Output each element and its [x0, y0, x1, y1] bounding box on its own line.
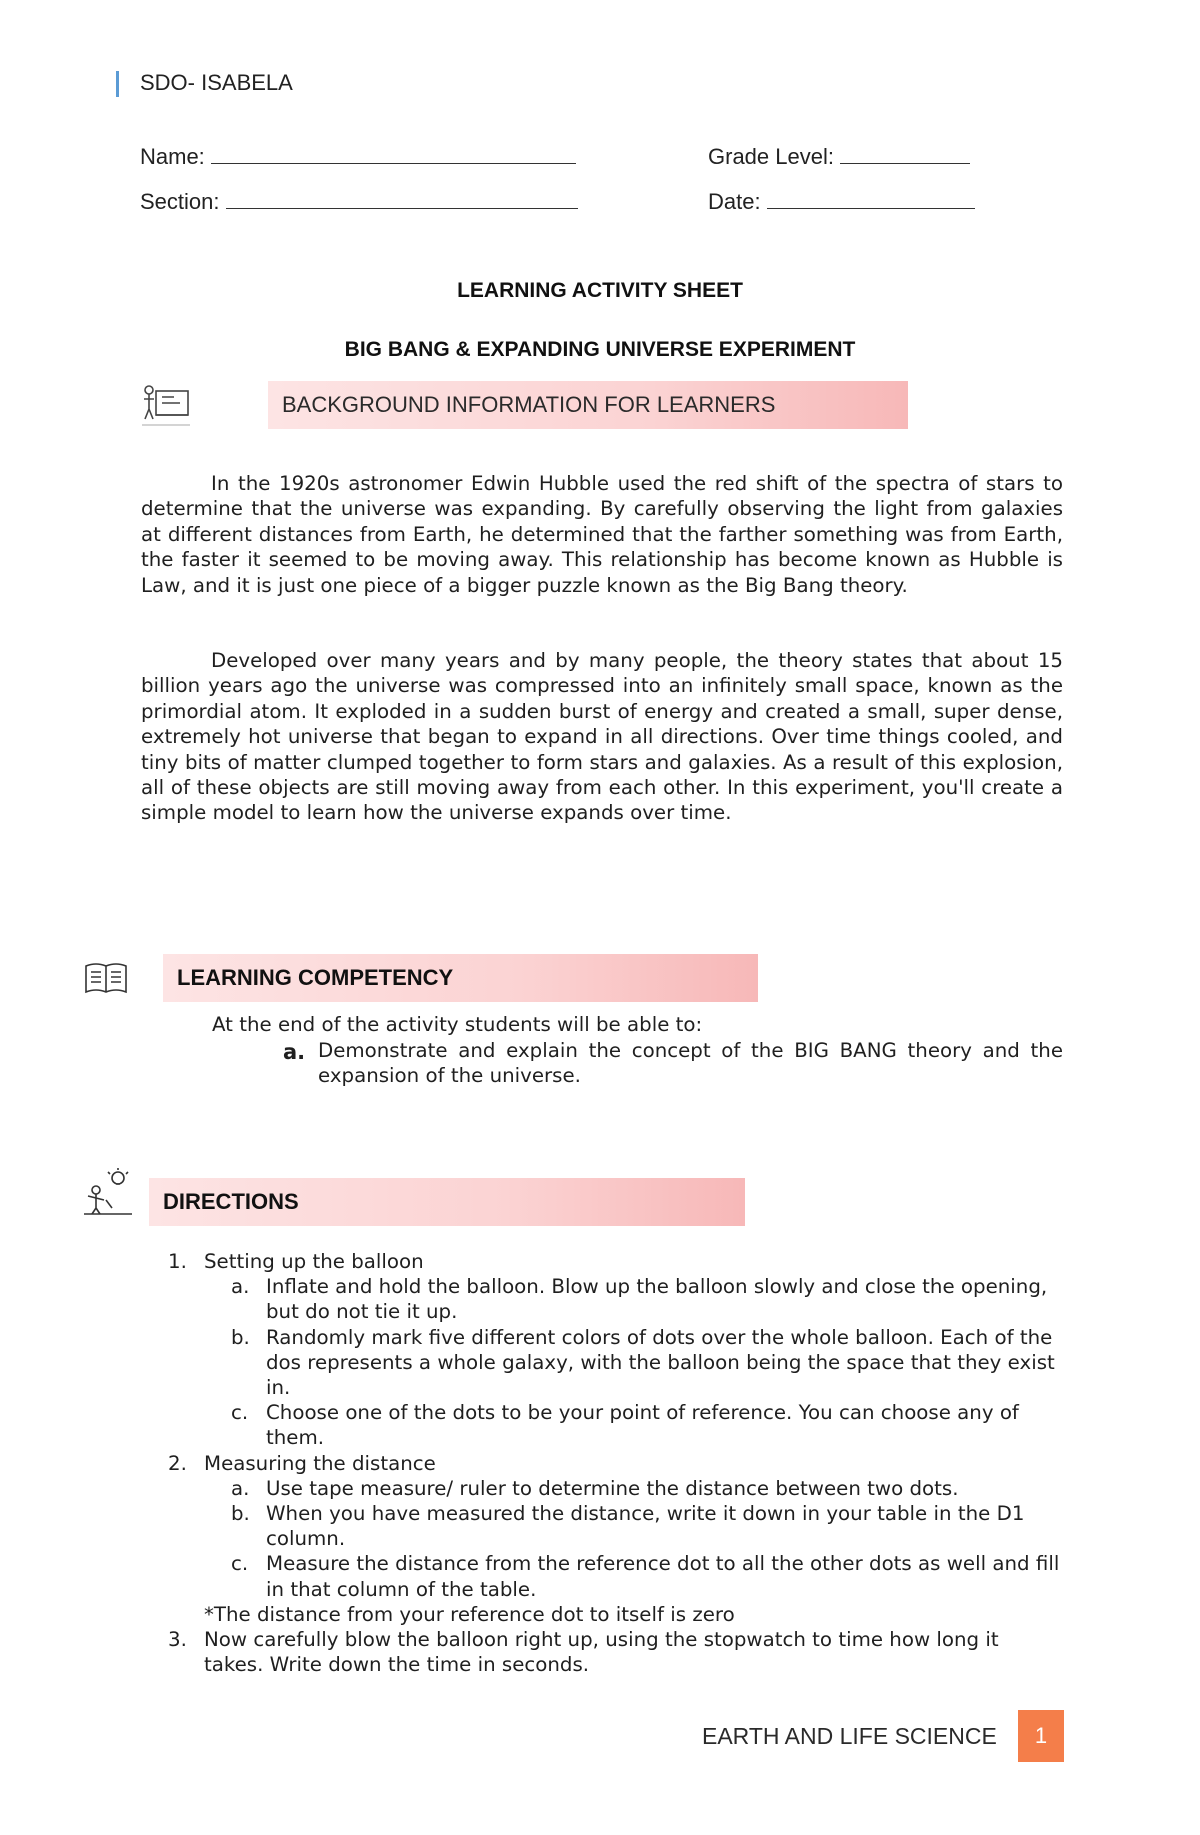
step-number: 1.: [168, 1250, 187, 1273]
step-text: Now carefully blow the balloon right up, using the stopwatch to time how long it takes. Write down the time in seconds.: [204, 1628, 999, 1677]
step-number: 2.: [168, 1451, 187, 1475]
name-field: [140, 144, 576, 170]
grade-level-label: Grade Level:: [708, 144, 834, 169]
section-field: [140, 189, 578, 215]
direction-substep: [168, 1551, 1063, 1601]
direction-substep: [168, 1325, 1063, 1401]
grade-level-line[interactable]: [840, 145, 970, 164]
section-label: Section:: [140, 189, 220, 214]
background-paragraph-1: In the 1920s astronomer Edwin Hubble used the red shift of the spectra of stars to determine that the universe was expanding. By carefully observing the light from galaxies at different distances from Earth, he determined that the farther something was from Earth, the faster it seemed to be moving away. This relationship has become known as Hubble is Law, and it is just one piece of a bigger puzzle known as the Big Bang theory.: [141, 472, 1063, 597]
footer-subject: EARTH AND LIFE SCIENCE: [702, 1723, 997, 1749]
substep-letter: a.: [231, 1275, 250, 1299]
direction-substep: [168, 1274, 1063, 1324]
sheet-title: LEARNING ACTIVITY SHEET: [457, 279, 743, 302]
open-book-icon: [83, 960, 129, 996]
competency-item: Demonstrate and explain the concept of the BIG BANG theory and the expansion of the universe.: [318, 1039, 1063, 1088]
direction-note: *The distance from your reference dot to itself is zero: [204, 1602, 735, 1626]
background-heading: BACKGROUND INFORMATION FOR LEARNERS: [282, 392, 776, 417]
competency-intro: At the end of the activity students will be able to:: [212, 1013, 703, 1036]
background-banner: [268, 381, 908, 429]
idea-person-icon: [82, 1168, 134, 1218]
direction-step: [168, 1627, 1063, 1677]
section-line[interactable]: [226, 190, 578, 209]
substep-letter: b.: [231, 1502, 250, 1526]
substep-text: Randomly mark five different colors of dots over the whole balloon. Each of the dos represents a whole galaxy, with the balloon being the space that they exist in.: [266, 1325, 1055, 1400]
directions-banner: [149, 1178, 745, 1226]
header-org: SDO- ISABELA: [140, 70, 293, 95]
direction-substep: [168, 1400, 1063, 1450]
direction-substep: [168, 1476, 1063, 1501]
step-text: Measuring the distance: [204, 1451, 436, 1475]
step-text: Setting up the balloon: [204, 1250, 424, 1273]
substep-letter: c.: [231, 1552, 249, 1576]
background-paragraph-2: Developed over many years and by many people, the theory states that about 15 billion years ago the universe was compressed into an infinitely small space, known as the primordial atom. It exploded in a sudden burst of energy and created a small, super dense, extremely hot universe that began to expand in all directions. Over time things cooled, and tiny bits of matter clumped together to form stars and galaxies. As a result of this explosion, all of these objects are still moving away from each other. In this experiment, you'll create a simple model to learn how the universe expands over time.: [141, 649, 1063, 825]
directions-heading: DIRECTIONS: [163, 1189, 299, 1214]
date-line[interactable]: [767, 190, 975, 209]
page-number: 1: [1018, 1710, 1064, 1762]
substep-text: Measure the distance from the reference dot to all the other dots as well and fill in that column of the table.: [266, 1552, 1060, 1601]
header-accent-bar: [116, 71, 119, 97]
substep-text: Choose one of the dots to be your point of reference. You can choose any of them.: [266, 1401, 1019, 1450]
substep-letter: c.: [231, 1401, 249, 1425]
name-label: Name:: [140, 144, 205, 169]
substep-text: When you have measured the distance, write it down in your table in the D1 column.: [266, 1502, 1025, 1551]
grade-level-field: [708, 144, 970, 170]
name-line[interactable]: [211, 145, 576, 164]
substep-letter: a.: [231, 1476, 250, 1500]
experiment-title: BIG BANG & EXPANDING UNIVERSE EXPERIMENT: [344, 338, 856, 361]
directions-list: [168, 1249, 1063, 1677]
competency-heading: LEARNING COMPETENCY: [177, 965, 454, 990]
direction-substep: [168, 1501, 1063, 1551]
date-field: [708, 189, 975, 215]
substep-letter: b.: [231, 1325, 250, 1349]
substep-text: Use tape measure/ ruler to determine the distance between two dots.: [266, 1476, 959, 1500]
date-label: Date:: [708, 189, 761, 214]
competency-letter: a.: [283, 1040, 306, 1064]
teacher-board-icon: [140, 383, 192, 431]
direction-step: [168, 1249, 1063, 1274]
step-number: 3.: [168, 1628, 187, 1652]
direction-step: [168, 1451, 1063, 1476]
substep-text: Inflate and hold the balloon. Blow up the balloon slowly and close the opening, but do not tie it up.: [266, 1275, 1048, 1324]
competency-banner: [163, 954, 758, 1002]
